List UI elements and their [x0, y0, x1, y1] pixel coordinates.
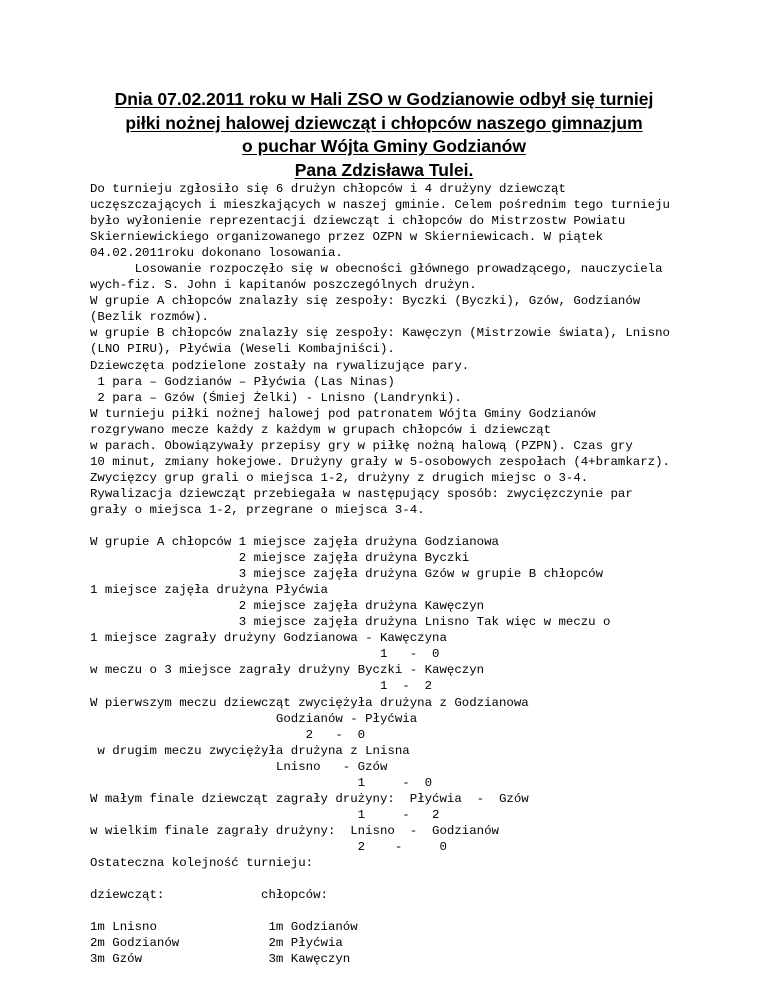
body-line: 1 - 2 — [90, 807, 440, 822]
body-line: Skierniewickiego organizowanego przez OZPN w Skierniewicach. W piątek — [90, 230, 604, 245]
body-line: Lnisno - Gzów — [90, 759, 388, 774]
body-line — [90, 518, 670, 534]
body-line: Ostateczna kolejność turnieju: — [90, 855, 314, 870]
body-line: dziewcząt: chłopców: — [90, 888, 328, 903]
document-title — [40, 88, 728, 182]
body-line: W turnieju piłki nożnej halowej pod patronatem Wójta Gminy Godzianów — [90, 406, 596, 421]
body-line: w drugim meczu zwyciężyła drużyna z Lnisna — [90, 743, 410, 758]
body-line — [90, 903, 670, 919]
body-line: W grupie A chłopców 1 miejsce zajęła drużyna Godzianowa — [90, 535, 499, 550]
body-line: w parach. Obowiązywały przepisy gry w piłkę nożną halową (PZPN). Czas gry — [90, 438, 633, 453]
body-line: wych-fiz. S. John i kapitanów poszczególnych drużyn. — [90, 278, 477, 293]
body-line: (LNO PIRU), Płyćwia (Weseli Kombajniści). — [90, 342, 395, 357]
title-line-text: Pana Zdzisława Tulei. — [294, 159, 474, 180]
body-line: (Bezlik rozmów). — [90, 310, 209, 325]
body-line: było wyłonienie reprezentacji dziewcząt i chłopców do Mistrzostw Powiatu — [90, 214, 626, 229]
title-line-text: Dnia 07.02.2011 roku w Hali ZSO w Godzianowie odbył się turniej — [114, 89, 654, 109]
title-line — [40, 88, 728, 112]
title-line — [40, 112, 728, 136]
body-line: uczęszczających i mieszkających w naszej gminie. Celem pośrednim tego turnieju — [90, 198, 670, 213]
body-line: 1 - 0 — [90, 647, 440, 662]
title-line-text: o puchar Wójta Gminy Godzianów — [242, 136, 526, 156]
body-line: w grupie B chłopców znalazły się zespoły: Kawęczyn (Mistrzowie świata), Lnisno — [90, 326, 670, 341]
body-line: W grupie A chłopców znalazły się zespoły: Byczki (Byczki), Gzów, Godzianów — [90, 294, 641, 309]
body-line: Godzianów - Płyćwia — [90, 711, 418, 726]
body-line: Do turnieju zgłosiło się 6 drużyn chłopców i 4 drużyny dziewcząt — [90, 182, 566, 196]
body-line: 3m Gzów 3m Kawęczyn — [90, 952, 351, 967]
body-line: 3 miejsce zajęła drużyna Gzów w grupie B chłopców — [90, 567, 604, 582]
body-line: rozgrywano mecze każdy z każdym w grupach chłopców i dziewcząt — [90, 422, 552, 437]
body-line: w wielkim finale zagrały drużyny: Lnisno - Godzianów — [90, 823, 499, 838]
body-line: 1m Lnisno 1m Godzianów — [90, 920, 358, 935]
body-line: 1 - 0 — [90, 775, 433, 790]
body-line: W pierwszym meczu dziewcząt zwyciężyła drużyna z Godzianowa — [90, 695, 529, 710]
title-line — [40, 135, 728, 159]
title-line-text: piłki nożnej halowej dziewcząt i chłopców naszego gimnazjum — [125, 112, 643, 133]
body-line — [90, 871, 670, 887]
body-line: w meczu o 3 miejsce zagrały drużyny Byczki - Kawęczyn — [90, 663, 485, 678]
body-line: W małym finale dziewcząt zagrały drużyny: Płyćwia - Gzów — [90, 791, 529, 806]
body-line: 2 miejsce zajęła drużyna Byczki — [90, 551, 470, 566]
body-line: 1 miejsce zagrały drużyny Godzianowa - Kawęczyna — [90, 631, 447, 646]
document-body — [90, 181, 670, 967]
body-line: 2m Godzianów 2m Płyćwia — [90, 936, 343, 951]
body-line: 1 - 2 — [90, 679, 433, 694]
body-line: 04.02.2011roku dokonano losowania. — [90, 246, 343, 261]
body-line: Losowanie rozpoczęło się w obecności głównego prowadzącego, nauczyciela — [90, 262, 663, 277]
body-line: 10 minut, zmiany hokejowe. Drużyny grały w 5-osobowych zespołach (4+bramkarz). — [90, 454, 670, 469]
body-line: Rywalizacja dziewcząt przebiegała w następujący sposób: zwycięzczynie par — [90, 486, 633, 501]
body-line: 2 miejsce zajęła drużyna Kawęczyn — [90, 599, 485, 614]
body-line: grały o miejsca 1-2, przegrane o miejsca 3-4. — [90, 502, 425, 517]
title-line — [40, 159, 728, 183]
body-line: 2 para – Gzów (Śmiej Żelki) - Lnisno (Landrynki). — [90, 390, 462, 405]
body-line: 1 para – Godzianów – Płyćwia (Las Ninas) — [90, 374, 395, 389]
body-line: 3 miejsce zajęła drużyna Lnisno Tak więc w meczu o — [90, 615, 611, 630]
body-line: 1 miejsce zajęła drużyna Płyćwia — [90, 583, 328, 598]
body-line: 2 - 0 — [90, 727, 366, 742]
body-line: 2 - 0 — [90, 839, 447, 854]
body-line: Zwycięzcy grup grali o miejsca 1-2, drużyny z drugich miejsc o 3-4. — [90, 470, 589, 485]
body-line: Dziewczęta podzielone zostały na rywalizujące pary. — [90, 358, 470, 373]
